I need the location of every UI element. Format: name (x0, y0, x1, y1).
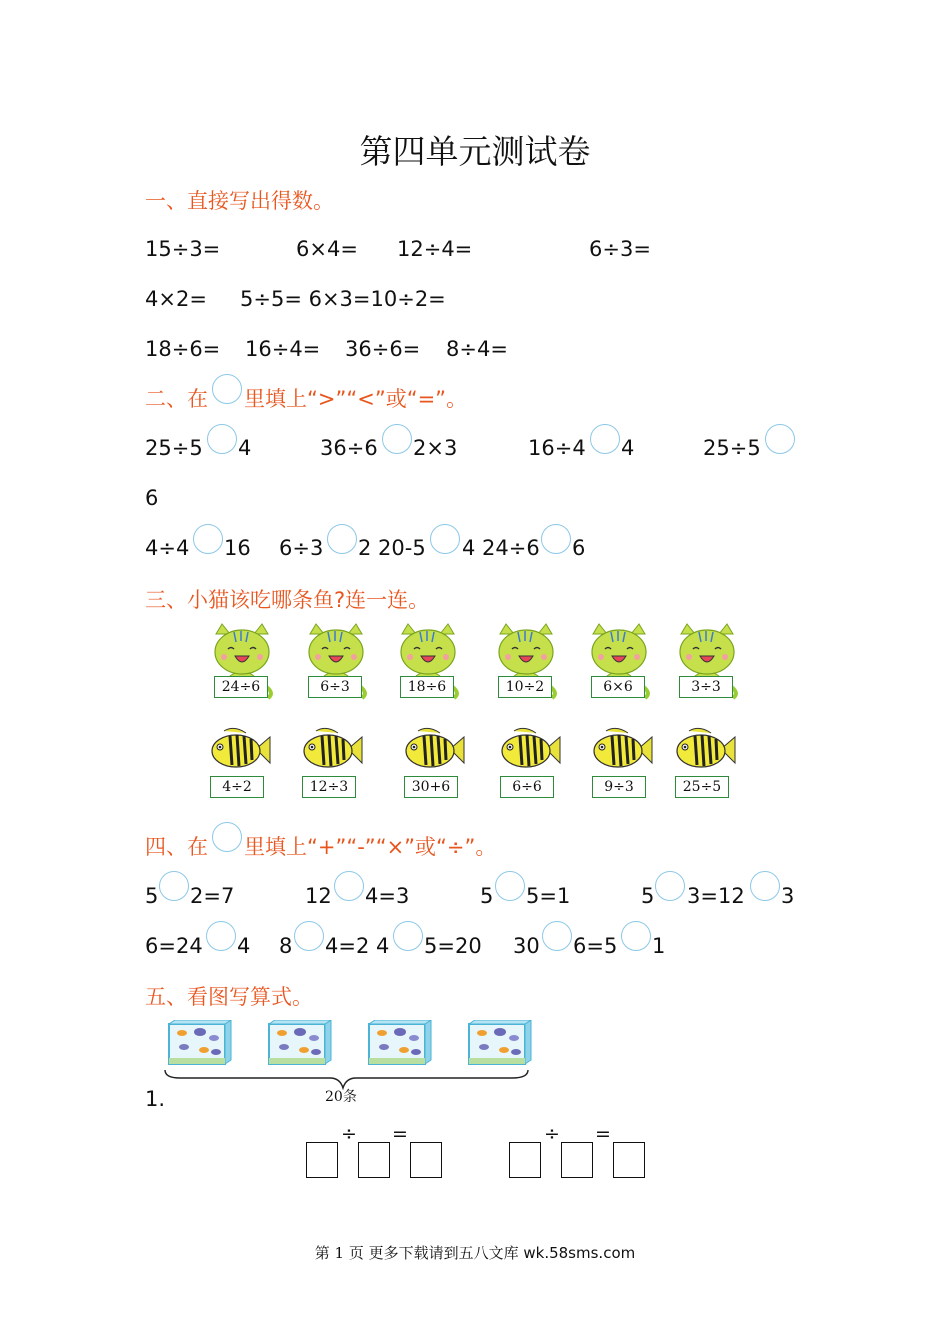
p2-expr: 16 (224, 536, 251, 560)
equals-sign: = (392, 1123, 408, 1145)
operator-circle[interactable] (294, 921, 324, 951)
operator-circle[interactable] (159, 871, 189, 901)
cat-card: 3÷3 (679, 676, 733, 698)
operator-circle[interactable] (621, 921, 651, 951)
compare-circle[interactable] (765, 424, 795, 454)
fish-icon (673, 727, 737, 777)
operator-circle[interactable] (655, 871, 685, 901)
fish-icon (402, 727, 466, 777)
answer-circle (212, 822, 242, 852)
fish-tank-icon (268, 1020, 332, 1070)
divide-sign: ÷ (544, 1123, 560, 1145)
compare-circle[interactable] (590, 424, 620, 454)
p2-expr: 4 (621, 436, 635, 460)
brace-label: 20条 (325, 1089, 357, 1105)
fish-icon (208, 727, 272, 777)
answer-box[interactable] (509, 1142, 541, 1178)
p2-expr: 2 20-5 (358, 536, 426, 560)
compare-circle[interactable] (382, 424, 412, 454)
footer-url[interactable]: wk.58sms.com (523, 1244, 636, 1262)
answer-box[interactable] (358, 1142, 390, 1178)
p4-expr: 6=24 (145, 934, 203, 958)
operator-circle[interactable] (495, 871, 525, 901)
p4-expr: 4=2 4 (325, 934, 390, 958)
p4-expr: 5 (641, 884, 655, 908)
compare-circle[interactable] (327, 524, 357, 554)
p2-expr: 4 24÷6 (462, 536, 540, 560)
fish-illustration[interactable] (402, 727, 466, 781)
cat-card: 6×6 (591, 676, 645, 698)
p2-expr: 4÷4 (145, 536, 190, 560)
compare-circle[interactable] (193, 524, 223, 554)
equals-sign: = (595, 1123, 611, 1145)
fish-icon (300, 727, 364, 777)
p2-expr: 25÷5 (145, 436, 203, 460)
p4-expr: 3=12 (687, 884, 745, 908)
fish-tank-icon (368, 1020, 432, 1070)
p1-r2-c2: 5÷5= 6×3=10÷2= (240, 287, 446, 311)
answer-circle (212, 374, 242, 404)
section-5-heading: 五、看图写算式。 (145, 985, 313, 1009)
fish-card: 4÷2 (210, 776, 264, 798)
section-4-heading-a: 四、在 (145, 835, 208, 859)
p4-expr: 1 (652, 934, 666, 958)
fish-card: 9÷3 (592, 776, 646, 798)
p2-expr: 6 (145, 486, 159, 510)
section-2-heading-b: 里填上“>”“<”或“=”。 (244, 387, 468, 411)
p4-expr: 5 (480, 884, 494, 908)
p4-expr: 3 (781, 884, 795, 908)
fish-card: 12÷3 (302, 776, 356, 798)
fish-card: 25÷5 (675, 776, 729, 798)
section-1-heading: 一、直接写出得数。 (145, 189, 334, 213)
compare-circle[interactable] (430, 524, 460, 554)
page-title: 第四单元测试卷 (359, 132, 591, 171)
p1-r1-c1: 15÷3= (145, 237, 221, 261)
p1-r1-c2: 6×4= (296, 237, 358, 261)
question-number: 1. (145, 1087, 166, 1111)
p1-r3-c1: 18÷6= (145, 337, 221, 361)
p4-expr: 5=1 (526, 884, 571, 908)
p2-expr: 2×3 (413, 436, 458, 460)
p4-expr: 8 (279, 934, 293, 958)
page-footer (0, 1241, 950, 1265)
p1-r3-c3: 36÷6= (345, 337, 421, 361)
fish-tank-icon (468, 1020, 532, 1070)
p2-expr: 25÷5 (703, 436, 761, 460)
p1-r3-c4: 8÷4= (446, 337, 508, 361)
p4-expr: 2=7 (190, 884, 235, 908)
fish-card: 6÷6 (500, 776, 554, 798)
divide-sign: ÷ (341, 1123, 357, 1145)
p4-expr: 12 (305, 884, 332, 908)
p4-expr: 30 (513, 934, 540, 958)
fish-icon (590, 727, 654, 777)
answer-box[interactable] (613, 1142, 645, 1178)
fish-illustration[interactable] (208, 727, 272, 781)
fish-illustration[interactable] (673, 727, 737, 781)
section-4-heading-b: 里填上“+”“-”“×”或“÷”。 (244, 835, 497, 859)
footer-text: 第 1 页 更多下载请到五八文库 (314, 1244, 524, 1262)
fish-illustration[interactable] (590, 727, 654, 781)
fish-illustration[interactable] (300, 727, 364, 781)
p4-expr: 4=3 (365, 884, 410, 908)
compare-circle[interactable] (207, 424, 237, 454)
p2-expr: 16÷4 (528, 436, 586, 460)
operator-circle[interactable] (334, 871, 364, 901)
fish-tank-icon (168, 1020, 232, 1070)
p2-expr: 36÷6 (320, 436, 378, 460)
fish-card: 30+6 (404, 776, 458, 798)
operator-circle[interactable] (750, 871, 780, 901)
cat-card: 10÷2 (498, 676, 552, 698)
answer-box[interactable] (561, 1142, 593, 1178)
answer-box[interactable] (410, 1142, 442, 1178)
answer-box[interactable] (306, 1142, 338, 1178)
p4-expr: 6=5 (573, 934, 618, 958)
p1-r2-c1: 4×2= (145, 287, 207, 311)
section-3-heading: 三、小猫该吃哪条鱼?连一连。 (145, 588, 430, 612)
p4-expr: 4 (237, 934, 251, 958)
fish-illustration[interactable] (498, 727, 562, 781)
fish-icon (498, 727, 562, 777)
p2-expr: 6÷3 (279, 536, 324, 560)
p1-r3-c2: 16÷4= (245, 337, 321, 361)
p1-r1-c4: 6÷3= (589, 237, 651, 261)
p1-r1-c3: 12÷4= (397, 237, 473, 261)
p4-expr: 5 (145, 884, 159, 908)
p2-expr: 6 (572, 536, 586, 560)
compare-circle[interactable] (541, 524, 571, 554)
operator-circle[interactable] (206, 921, 236, 951)
cat-card: 6÷3 (308, 676, 362, 698)
operator-circle[interactable] (393, 921, 423, 951)
p2-expr: 4 (238, 436, 252, 460)
cat-card: 24÷6 (214, 676, 268, 698)
section-2-heading-a: 二、在 (145, 387, 208, 411)
operator-circle[interactable] (542, 921, 572, 951)
p4-expr: 5=20 (424, 934, 482, 958)
cat-card: 18÷6 (400, 676, 454, 698)
